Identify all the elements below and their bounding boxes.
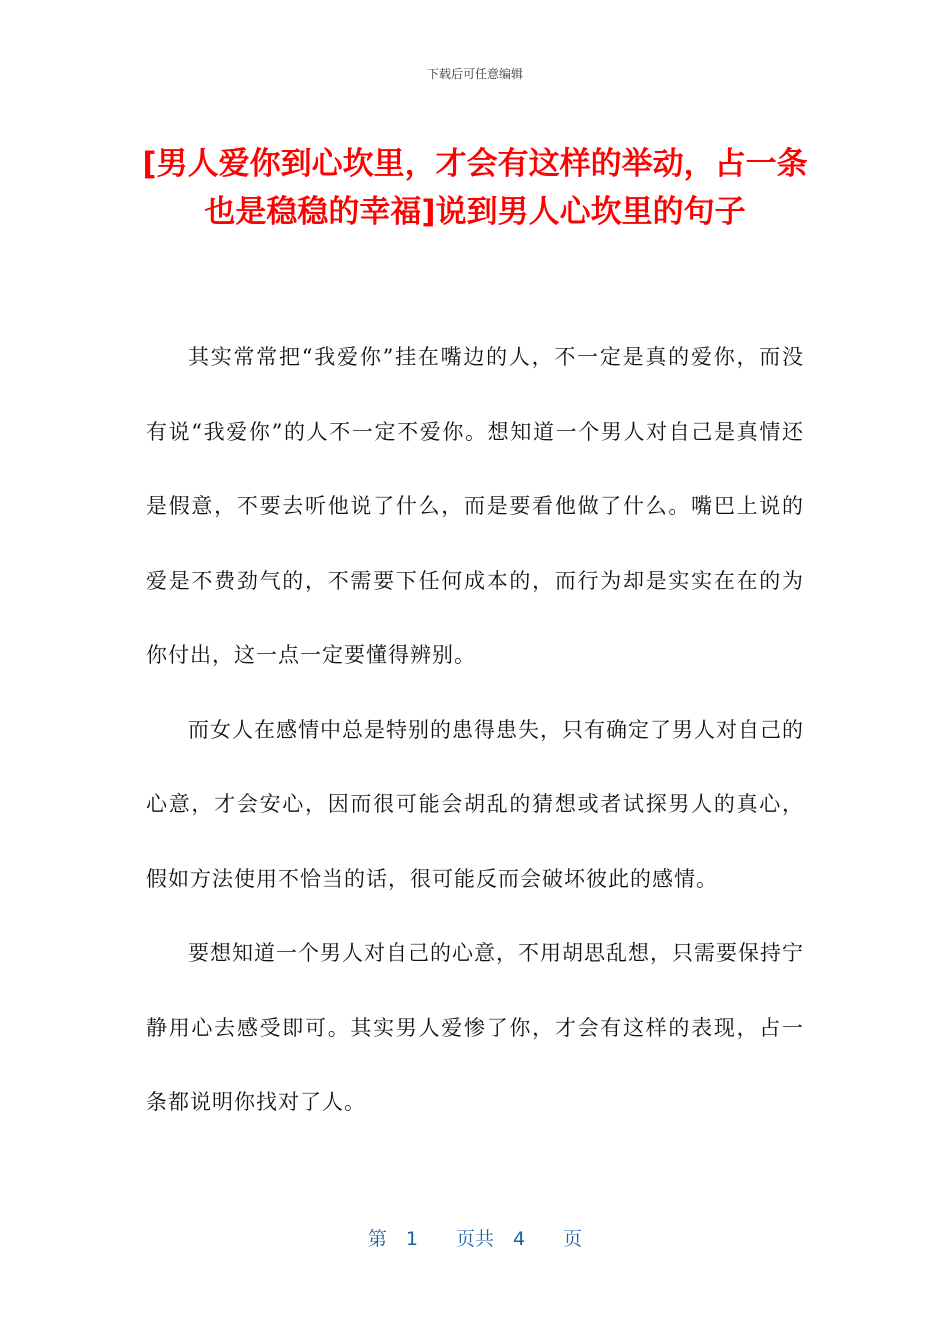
paragraph-1: 其实常常把“我爱你”挂在嘴边的人，不一定是真的爱你，而没有说“我爱你”的人不一定不爱你。想知道一个男人对自己是真情还是假意，不要去听他说了什么，而是要看他做了什么。嘴巴上说的爱是不费劲气的，不需要下任何成本的，而行为却是实实在在的为你付出，这一点一定要懂得辨别。 (146, 345, 804, 667)
document-body (146, 320, 804, 1140)
page-number-footer: 第 1 页共 4 页 (367, 1228, 583, 1250)
header-note: 下载后可任意编辑 (426, 67, 523, 81)
paragraph-2: 而女人在感情中总是特别的患得患失，只有确定了男人对自己的心意，才会安心，因而很可能会胡乱的猜想或者试探男人的真心，假如方法使用不恰当的话，很可能反而会破坏彼此的感情。 (146, 717, 804, 891)
document-title: [男人爱你到心坎里，才会有这样的举动，占一条也是稳稳的幸福]说到男人心坎里的句子 (142, 146, 808, 230)
paragraph-3: 要想知道一个男人对自己的心意，不用胡思乱想，只需要保持宁静用心去感受即可。其实男人爱惨了你，才会有这样的表现，占一条都说明你找对了人。 (146, 941, 804, 1114)
